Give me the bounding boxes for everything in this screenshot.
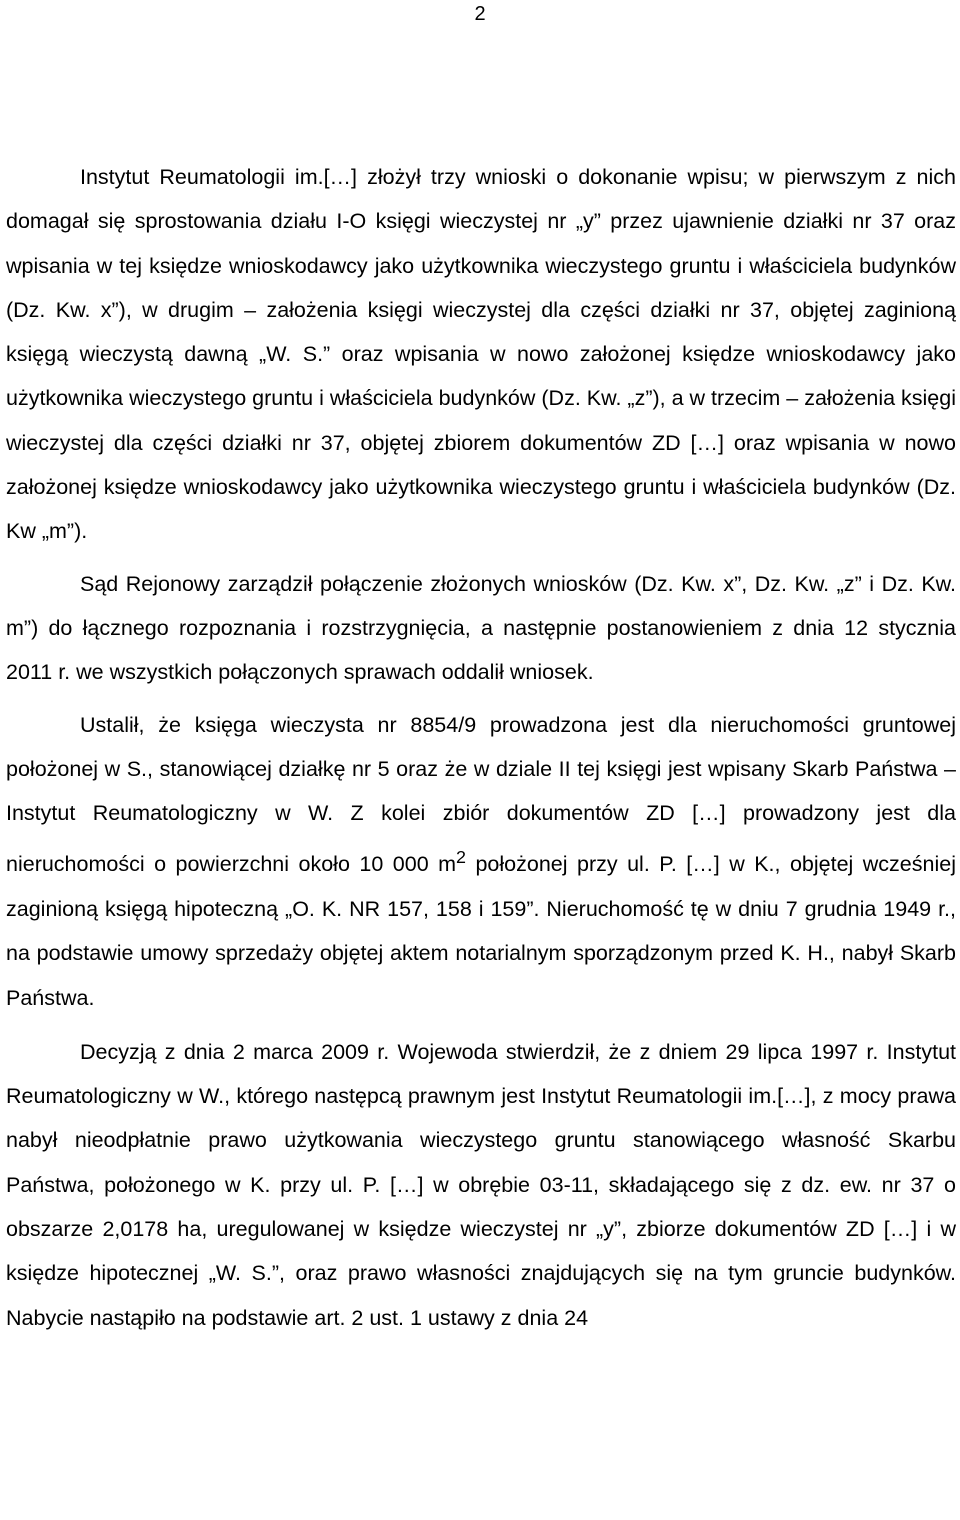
paragraph-polaczenie: Sąd Rejonowy zarządził połączenie złożonych wniosków (Dz. Kw. x”, Dz. Kw. „z” i Dz. Kw. m”) do łącznego rozpoznania i rozstrzygnięcia, a następnie postanowieniem z dnia 12 stycznia 2011 r. we wszystkich połączonych sprawach oddalił wniosek. — [6, 571, 956, 685]
paragraph-decyzja: Decyzją z dnia 2 marca 2009 r. Wojewoda stwierdził, że z dniem 29 lipca 1997 r. Instytut Reumatologiczny w W., którego następcą prawnym jest Instytut Reumatologii im.[…], z mocy prawa nabył nieodpłatnie prawo użytkowania wieczystego gruntu stanowiącego własność Skarbu Państwa, położonego w K. przy ul. P. […] w obrębie 03-11, składającego się z dz. ew. nr 37 o obszarze 2,0178 ha, uregulowanej w księdze wieczystej nr „y”, zbiorze dokumentów ZD […] i w księdze hipotecznej „W. S.”, oraz prawo własności znajdujących się na tym gruncie budynków. Nabycie nastąpiło na podstawie art. 2 ust. 1 ustawy z dnia 24 — [6, 1039, 956, 1330]
paragraph-ustalenia-part1: Ustalił, że księga wieczysta nr 8854/9 prowadzona jest dla nieruchomości gruntowej położonej w S., stanowiącej działkę nr 5 oraz że w dziale II tej księgi jest wpisany Skarb Państwa – Instytut Reumatologiczny w W. Z kolei zbiór dokumentów ZD […] prowadzony jest dla nieruchomości o powierzchni około 10 000 m — [6, 712, 956, 877]
page-number: 2 — [474, 3, 486, 25]
document-body — [6, 155, 956, 1340]
paragraph-wnioski: Instytut Reumatologii im.[…] złożył trzy wnioski o dokonanie wpisu; w pierwszym z nich domagał się sprostowania działu I-O księgi wieczystej nr „y” przez ujawnienie działki nr 37 oraz wpisania w tej księdze wnioskodawcy jako użytkownika wieczystego gruntu i właściciela budynków (Dz. Kw. x”), w drugim – założenia księgi wieczystej dla części działki nr 37, objętej zaginioną księgą wieczystą dawną „W. S.” oraz wpisania w nowo założonej księdze wnioskodawcy jako użytkownika wieczystego gruntu i właściciela budynków (Dz. Kw. „z”), a w trzecim – założenia księgi wieczystej dla części działki nr 37, objętej zbiorem dokumentów ZD […] oraz wpisania w nowo założonej księdze wnioskodawcy jako użytkownika wieczystego gruntu i właściciela budynków (Dz. Kw „m”). — [6, 165, 956, 544]
paragraph-ustalenia — [6, 703, 956, 1020]
paragraph-ustalenia-part2: położonej przy ul. P. […] w K., objętej wcześniej zaginioną księgą hipoteczną „O. K. NR 157, 158 i 159”. Nieruchomość tę w dniu 7 grudnia 1949 r., na podstawie umowy sprzedaży objętej aktem notarialnym sporządzonym przed K. H., nabył Skarb Państwa. — [6, 852, 956, 1010]
superscript-2: 2 — [456, 847, 466, 868]
